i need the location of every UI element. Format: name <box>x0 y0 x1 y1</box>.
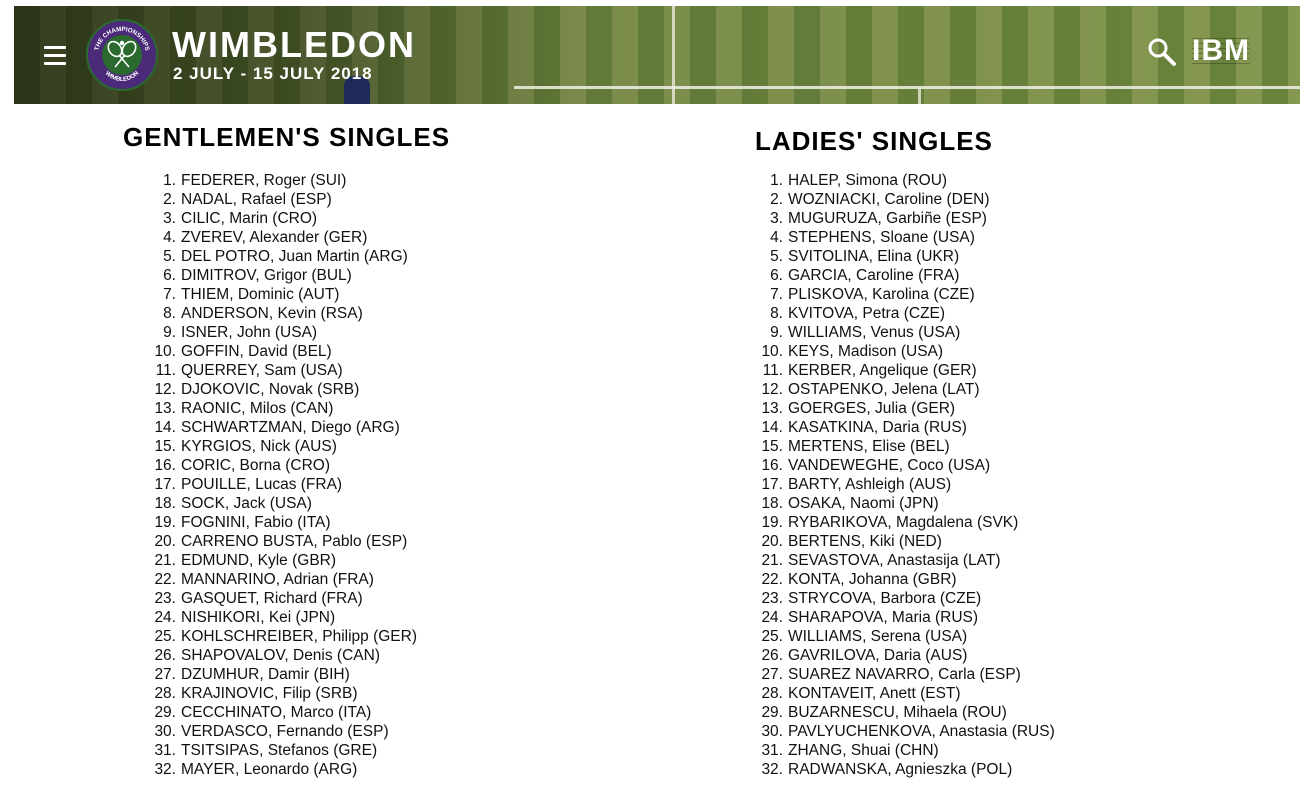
seed-number: 2. <box>163 191 176 208</box>
seed-number: 5. <box>770 248 783 265</box>
seed-number: 17. <box>154 476 176 493</box>
player-name: DZUMHUR, Damir (BIH) <box>181 666 350 683</box>
player-name: ZHANG, Shuai (CHN) <box>788 742 939 759</box>
list-item <box>141 304 417 323</box>
player-name: DEL POTRO, Juan Martin (ARG) <box>181 248 408 265</box>
seed-number: 28. <box>761 685 783 702</box>
list-item <box>141 399 417 418</box>
court-line <box>672 6 675 104</box>
seed-number: 6. <box>770 267 783 284</box>
seed-number: 19. <box>154 514 176 531</box>
list-item <box>748 342 1055 361</box>
player-name: KERBER, Angelique (GER) <box>788 362 977 379</box>
player-name: CECCHINATO, Marco (ITA) <box>181 704 372 721</box>
list-item <box>141 361 417 380</box>
list-item <box>748 589 1055 608</box>
seed-number: 7. <box>770 286 783 303</box>
seed-number: 20. <box>761 533 783 550</box>
player-name: FEDERER, Roger (SUI) <box>181 172 347 189</box>
seed-number: 3. <box>163 210 176 227</box>
seed-number: 21. <box>761 552 783 569</box>
seed-number: 17. <box>761 476 783 493</box>
seed-number: 32. <box>154 761 176 778</box>
player-name: MUGURUZA, Garbiñe (ESP) <box>788 210 987 227</box>
gentlemens-singles-title: GENTLEMEN'S SINGLES <box>123 122 451 152</box>
seed-number: 25. <box>761 628 783 645</box>
seed-number: 26. <box>761 647 783 664</box>
player-name: MERTENS, Elise (BEL) <box>788 438 950 455</box>
seed-number: 23. <box>761 590 783 607</box>
player-name: EDMUND, Kyle (GBR) <box>181 552 337 569</box>
player-name: QUERREY, Sam (USA) <box>181 362 343 379</box>
player-name: WILLIAMS, Venus (USA) <box>788 324 961 341</box>
list-item <box>748 627 1055 646</box>
list-item <box>141 608 417 627</box>
seed-number: 3. <box>770 210 783 227</box>
list-item <box>141 380 417 399</box>
seed-number: 18. <box>154 495 176 512</box>
seed-number: 24. <box>761 609 783 626</box>
list-item <box>141 684 417 703</box>
player-name: ZVEREV, Alexander (GER) <box>181 229 368 246</box>
site-title[interactable]: WIMBLEDON <box>172 24 416 65</box>
list-item <box>141 342 417 361</box>
list-item <box>748 684 1055 703</box>
player-name: RYBARIKOVA, Magdalena (SVK) <box>788 514 1019 531</box>
ladies-seed-list <box>748 171 1055 779</box>
player-name: SHARAPOVA, Maria (RUS) <box>788 609 979 626</box>
player-name: DJOKOVIC, Novak (SRB) <box>181 381 360 398</box>
list-item <box>748 760 1055 779</box>
list-item <box>141 171 417 190</box>
player-name: SEVASTOVA, Anastasija (LAT) <box>788 552 1001 569</box>
list-item <box>141 285 417 304</box>
seed-number: 20. <box>154 533 176 550</box>
seed-number: 1. <box>770 172 783 189</box>
seed-number: 29. <box>154 704 176 721</box>
list-item <box>748 665 1055 684</box>
list-item <box>141 703 417 722</box>
player-name: NISHIKORI, Kei (JPN) <box>181 609 336 626</box>
seed-number: 24. <box>154 609 176 626</box>
list-item <box>748 608 1055 627</box>
seed-number: 11. <box>155 362 176 379</box>
seed-number: 31. <box>761 742 783 759</box>
list-item <box>748 209 1055 228</box>
list-item <box>141 760 417 779</box>
player-name: PLISKOVA, Karolina (CZE) <box>788 286 975 303</box>
player-name: KONTAVEIT, Anett (EST) <box>788 685 961 702</box>
menu-icon[interactable] <box>44 46 66 64</box>
tournament-dates: 2 JULY - 15 JULY 2018 <box>173 64 373 83</box>
seed-number: 5. <box>163 248 176 265</box>
seed-number: 4. <box>770 229 783 246</box>
player-name: VERDASCO, Fernando (ESP) <box>181 723 389 740</box>
seed-number: 16. <box>154 457 176 474</box>
player-name: GOERGES, Julia (GER) <box>788 400 956 417</box>
player-name: OSAKA, Naomi (JPN) <box>788 495 939 512</box>
list-item <box>141 551 417 570</box>
player-name: GOFFIN, David (BEL) <box>181 343 332 360</box>
seed-number: 23. <box>154 590 176 607</box>
player-name: BARTY, Ashleigh (AUS) <box>788 476 952 493</box>
seed-number: 18. <box>761 495 783 512</box>
court-line <box>514 86 1300 89</box>
player-name: RAONIC, Milos (CAN) <box>181 400 334 417</box>
list-item <box>141 209 417 228</box>
list-item <box>748 456 1055 475</box>
player-name: MAYER, Leonardo (ARG) <box>181 761 358 778</box>
player-name: ANDERSON, Kevin (RSA) <box>181 305 363 322</box>
list-item <box>141 437 417 456</box>
list-item <box>748 361 1055 380</box>
seed-number: 8. <box>163 305 176 322</box>
list-item <box>748 513 1055 532</box>
list-item <box>748 266 1055 285</box>
seed-number: 29. <box>761 704 783 721</box>
list-item <box>748 304 1055 323</box>
court-line <box>918 88 921 104</box>
list-item <box>141 741 417 760</box>
player-name: HALEP, Simona (ROU) <box>788 172 948 189</box>
player-name: GAVRILOVA, Daria (AUS) <box>788 647 968 664</box>
list-item <box>748 703 1055 722</box>
player-name: OSTAPENKO, Jelena (LAT) <box>788 381 980 398</box>
seed-number: 31. <box>154 742 176 759</box>
player-name: VANDEWEGHE, Coco (USA) <box>788 457 991 474</box>
seed-number: 25. <box>154 628 176 645</box>
player-name: KEYS, Madison (USA) <box>788 343 944 360</box>
player-name: KYRGIOS, Nick (AUS) <box>181 438 337 455</box>
list-item <box>748 399 1055 418</box>
player-name: CORIC, Borna (CRO) <box>181 457 330 474</box>
list-item <box>748 190 1055 209</box>
list-item <box>141 722 417 741</box>
player-name: TSITSIPAS, Stefanos (GRE) <box>181 742 378 759</box>
player-name: SHAPOVALOV, Denis (CAN) <box>181 647 380 664</box>
ladies-singles-title: LADIES' SINGLES <box>755 126 993 156</box>
list-item <box>141 190 417 209</box>
player-name: CARRENO BUSTA, Pablo (ESP) <box>181 533 408 550</box>
seed-number: 19. <box>761 514 783 531</box>
player-name: ISNER, John (USA) <box>181 324 318 341</box>
list-item <box>141 247 417 266</box>
list-item <box>748 532 1055 551</box>
player-name: SOCK, Jack (USA) <box>181 495 312 512</box>
seed-number: 9. <box>163 324 176 341</box>
list-item <box>748 228 1055 247</box>
player-name: SVITOLINA, Elina (UKR) <box>788 248 960 265</box>
player-name: KASATKINA, Daria (RUS) <box>788 419 967 436</box>
player-name: KONTA, Johanna (GBR) <box>788 571 957 588</box>
seed-number: 2. <box>770 191 783 208</box>
list-item <box>141 627 417 646</box>
seed-number: 9. <box>770 324 783 341</box>
seed-number: 4. <box>163 229 176 246</box>
seed-number: 13. <box>761 400 783 417</box>
player-name: CILIC, Marin (CRO) <box>181 210 318 227</box>
list-item <box>141 456 417 475</box>
player-name: RADWANSKA, Agnieszka (POL) <box>788 761 1013 778</box>
ibm-logo[interactable]: IBM <box>1192 34 1250 67</box>
player-name: DIMITROV, Grigor (BUL) <box>181 267 352 284</box>
seed-number: 15. <box>154 438 176 455</box>
list-item <box>141 570 417 589</box>
list-item <box>141 418 417 437</box>
player-name: PAVLYUCHENKOVA, Anastasia (RUS) <box>788 723 1055 740</box>
seed-number: 21. <box>154 552 176 569</box>
player-name: THIEM, Dominic (AUT) <box>181 286 340 303</box>
list-item <box>748 247 1055 266</box>
list-item <box>748 741 1055 760</box>
seed-number: 22. <box>761 571 783 588</box>
seed-number: 10. <box>761 343 783 360</box>
list-item <box>141 589 417 608</box>
logo-text-top: THE CHAMPIONSHIPS <box>93 25 151 52</box>
list-item <box>141 494 417 513</box>
seed-number: 16. <box>761 457 783 474</box>
seed-number: 10. <box>154 343 176 360</box>
player-name: GARCIA, Caroline (FRA) <box>788 267 960 284</box>
player-name: GASQUET, Richard (FRA) <box>181 590 363 607</box>
header-banner <box>14 6 1300 104</box>
list-item <box>141 513 417 532</box>
seed-number: 26. <box>154 647 176 664</box>
seed-number: 8. <box>770 305 783 322</box>
player-name: WILLIAMS, Serena (USA) <box>788 628 968 645</box>
list-item <box>141 228 417 247</box>
player-name: STEPHENS, Sloane (USA) <box>788 229 975 246</box>
list-item <box>748 551 1055 570</box>
player-name: KOHLSCHREIBER, Philipp (GER) <box>181 628 418 645</box>
seed-number: 6. <box>163 267 176 284</box>
seed-number: 15. <box>761 438 783 455</box>
list-item <box>748 418 1055 437</box>
search-icon[interactable] <box>1146 36 1178 68</box>
list-item <box>748 570 1055 589</box>
player-name: KRAJINOVIC, Filip (SRB) <box>181 685 358 702</box>
player-name: BERTENS, Kiki (NED) <box>788 533 942 550</box>
list-item <box>748 722 1055 741</box>
player-name: STRYCOVA, Barbora (CZE) <box>788 590 982 607</box>
list-item <box>141 665 417 684</box>
list-item <box>748 646 1055 665</box>
seed-number: 27. <box>761 666 783 683</box>
seed-number: 14. <box>154 419 176 436</box>
gentlemens-seed-list <box>141 171 417 779</box>
list-item <box>748 285 1055 304</box>
player-name: MANNARINO, Adrian (FRA) <box>181 571 374 588</box>
player-name: SCHWARTZMAN, Diego (ARG) <box>181 419 400 436</box>
list-item <box>748 475 1055 494</box>
seed-number: 30. <box>761 723 783 740</box>
player-name: SUAREZ NAVARRO, Carla (ESP) <box>788 666 1021 683</box>
player-name: KVITOVA, Petra (CZE) <box>788 305 946 322</box>
seed-number: 22. <box>154 571 176 588</box>
player-name: NADAL, Rafael (ESP) <box>181 191 332 208</box>
list-item <box>748 171 1055 190</box>
list-item <box>748 380 1055 399</box>
seed-number: 30. <box>154 723 176 740</box>
wimbledon-logo[interactable] <box>86 19 158 91</box>
seed-number: 27. <box>154 666 176 683</box>
player-name: BUZARNESCU, Mihaela (ROU) <box>788 704 1007 721</box>
player-name: FOGNINI, Fabio (ITA) <box>181 514 331 531</box>
list-item <box>141 646 417 665</box>
list-item <box>141 323 417 342</box>
list-item <box>748 323 1055 342</box>
seed-number: 14. <box>761 419 783 436</box>
list-item <box>141 475 417 494</box>
seed-number: 13. <box>154 400 176 417</box>
list-item <box>748 494 1055 513</box>
list-item <box>141 266 417 285</box>
seed-number: 32. <box>761 761 783 778</box>
seed-number: 12. <box>761 381 783 398</box>
player-name: WOZNIACKI, Caroline (DEN) <box>788 191 990 208</box>
list-item <box>748 437 1055 456</box>
seed-number: 7. <box>163 286 176 303</box>
player-name: POUILLE, Lucas (FRA) <box>181 476 343 493</box>
list-item <box>141 532 417 551</box>
logo-text-bottom: WIMBLEDON <box>103 70 141 84</box>
seed-number: 28. <box>154 685 176 702</box>
seed-number: 1. <box>163 172 176 189</box>
seed-number: 12. <box>154 381 176 398</box>
seed-number: 11. <box>762 362 783 379</box>
